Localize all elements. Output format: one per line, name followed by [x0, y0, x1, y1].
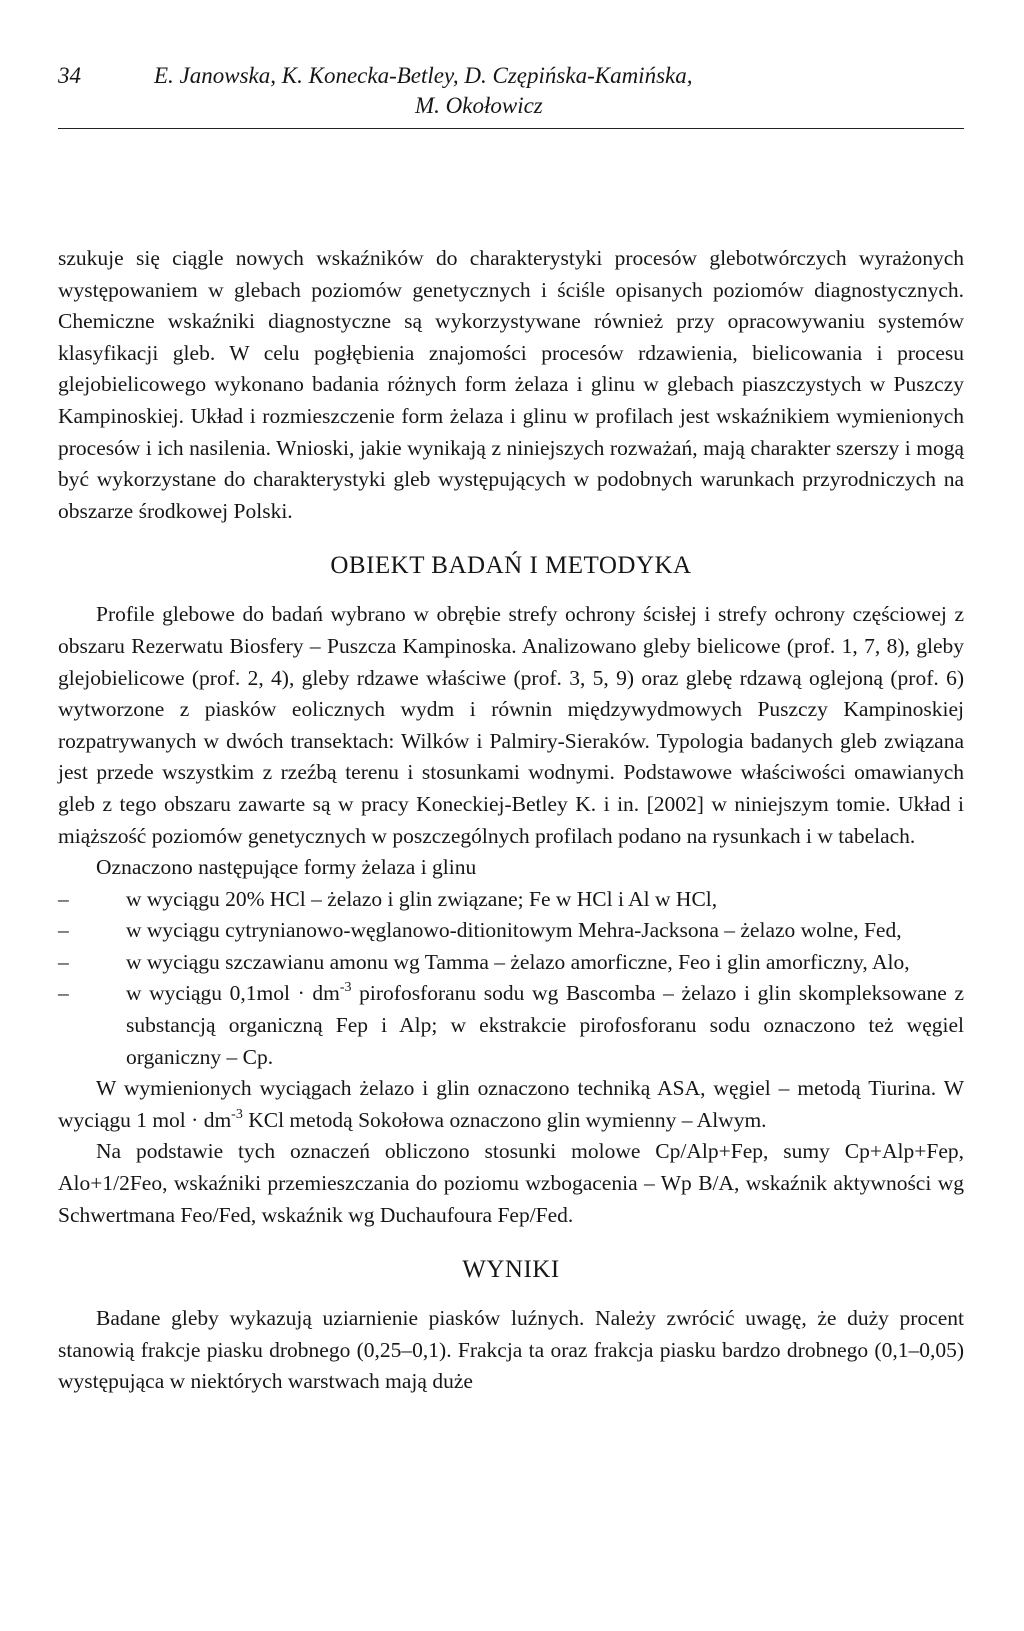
list-item: [58, 978, 964, 1073]
dash-marker: –: [58, 949, 69, 974]
header-authors-line2: M. Okołowicz: [415, 93, 543, 118]
article-body: [58, 243, 964, 1398]
methods-list: [58, 884, 964, 1074]
methods-paragraph-2: [58, 1073, 964, 1136]
document-page: [58, 62, 964, 1398]
list-item: [58, 915, 964, 947]
page-number: 34: [58, 63, 81, 88]
superscript: -3: [231, 1106, 243, 1122]
list-item: [58, 884, 964, 916]
list-item-text: w wyciągu 20% HCl – żelazo i glin związane; Fe w HCl i Al w HCl,: [126, 886, 718, 911]
methods-paragraph-3: Na podstawie tych oznaczeń obliczono stosunki molowe Cp/Alp+Fep, sumy Cp+Alp+Fep, Alo+1/2Feo, wskaźniki przemieszczania do poziomu wzbogacenia – Wp B/A, wskaźnik aktywności wg Schwertmana Feo/Fed, wskaźnik wg Duchaufoura Fep/Fed.: [58, 1139, 964, 1227]
list-item-text: w wyciągu szczawianu amonu wg Tamma – żelazo amorficzne, Feo i glin amorficzny, Alo,: [126, 949, 910, 974]
methods-paragraph-1: Profile glebowe do badań wybrano w obrębie strefy ochrony ścisłej i strefy ochrony częściowej z obszaru Rezerwatu Biosfery – Puszcza Kampinoska. Analizowano gleby bielicowe (prof. 1, 7, 8), gleby glejobielicowe (prof. 2, 4), gleby rdzawe właściwe (prof. 3, 5, 9) oraz glebę rdzawą oglejoną (prof. 6) wytworzone z piasków eolicznych wydm i równin międzywydmowych Puszczy Kampinoskiej rozpatrywanych w dwóch transektach: Wilków i Palmiry-Sieraków. Typologia badanych gleb związana jest przede wszystkim z rzeźbą terenu i stosunkami wodnymi. Podstawowe właściwości omawianych gleb z tego obszaru zawarte są w pracy Koneckiej-Betley K. i in. [2002] w niniejszym tomie. Układ i miąższość poziomów genetycznych w poszczególnych profilach podano na rysunkach i w tabelach.: [58, 602, 964, 848]
dash-marker: –: [58, 918, 69, 943]
list-item-text: w wyciągu cytrynianowo-węglanowo-ditionitowym Mehra-Jacksona – żelazo wolne, Fed,: [126, 918, 902, 943]
header-rule: [58, 128, 964, 129]
dash-marker: –: [58, 981, 69, 1006]
section-heading-results: WYNIKI: [462, 1256, 560, 1284]
paragraph-text-cont: KCl metodą Sokołowa oznaczono glin wymienny – Alwym.: [242, 1107, 767, 1132]
results-paragraph: Badane gleby wykazują uziarnienie piasków luźnych. Należy zwrócić uwagę, że duży procent stanowią frakcje piasku drobnego (0,25–0,1). Frakcja ta oraz frakcja piasku bardzo drobnego (0,1–0,05) występująca w niektórych warstwach mają duże: [58, 1306, 964, 1394]
list-item-text-cont: pirofosforanu sodu wg Bascomba – żelazo i glin skompleksowane z substancją organiczną Fep i Alp; w ekstrakcie pirofosforanu sodu oznaczono też węgiel organiczny – Cp.: [126, 981, 964, 1069]
intro-paragraph: szukuje się ciągle nowych wskaźników do charakterystyki procesów glebotwórczych wyrażonych występowaniem w glebach poziomów genetycznych i ściśle opisanych poziomów diagnostycznych. Chemiczne wskaźniki diagnostyczne są wykorzystywane również przy opracowywaniu systemów klasyfikacji gleb. W celu pogłębienia znajomości procesów rdzawienia, bielicowania i procesu glejobielicowego wykonano badania różnych form żelaza i glinu w glebach piaszczystych w Puszczy Kampinoskiej. Układ i rozmieszczenie form żelaza i glinu w profilach jest wskaźnikiem wymienionych procesów i ich nasilenia. Wnioski, jakie wynikają z niniejszych rozważań, mają charakter szerszy i mogą być wykorzystane do charakterystyki gleb występujących w podobnych warunkach przyrodniczych na obszarze środkowej Polski.: [58, 246, 964, 523]
paragraph-text: W wymienionych wyciągach żelazo i glin oznaczono techniką ASA, węgiel – metodą Tiurina. W wyciągu 1 mol · dm: [58, 1076, 964, 1132]
dash-marker: –: [58, 886, 69, 911]
section-heading-methods: OBIEKT BADAŃ I METODYKA: [330, 552, 692, 580]
list-item: [58, 947, 964, 979]
methods-list-intro: Oznaczono następujące formy żelaza i glinu: [96, 855, 477, 880]
running-header: [58, 62, 964, 126]
list-item-text: w wyciągu 0,1mol · dm: [126, 981, 340, 1006]
header-authors-line1: E. Janowska, K. Konecka-Betley, D. Czępińska-Kamińska,: [154, 63, 693, 88]
superscript: -3: [339, 980, 352, 996]
